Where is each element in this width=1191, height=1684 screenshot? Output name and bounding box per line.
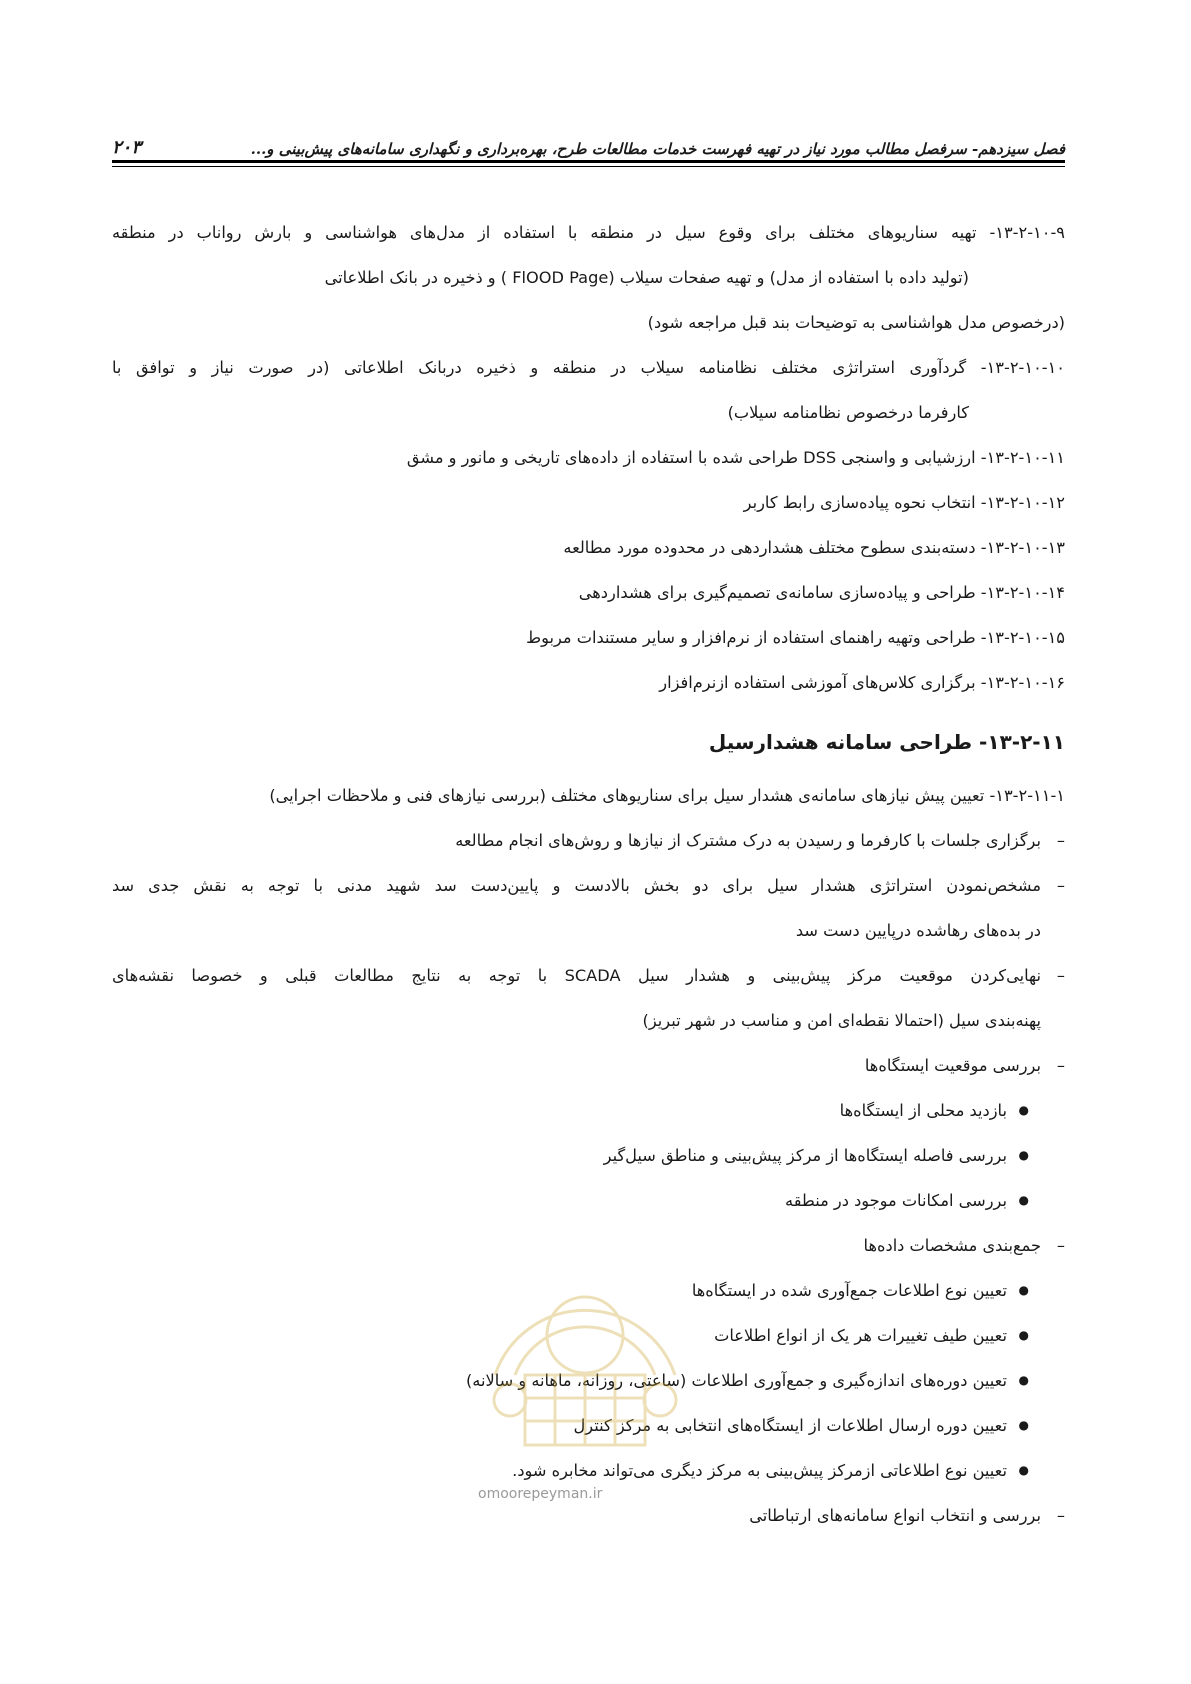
- bullet-text: تعیین نوع اطلاعات جمع‌آوری شده در ایستگاه‌ها: [691, 1281, 1007, 1300]
- item-13-2-10-15: ۱۳-۲-۱۰-۱۵- طراحی وتهیه راهنمای استفاده از نرم‌افزار و سایر مستندات مربوط: [526, 628, 1065, 647]
- dash-marker: –: [1056, 966, 1065, 985]
- watermark-site: omoorepeyman.ir: [478, 1486, 603, 1502]
- bullet-text: بازدید محلی از ایستگاه‌ها: [839, 1101, 1007, 1120]
- dash-marker: –: [1056, 831, 1065, 850]
- bullet-text: تعیین طیف تغییرات هر یک از انواع اطلاعات: [714, 1326, 1007, 1345]
- item-13-2-10-10-line2: کارفرما درخصوص نظامنامه سیلاب): [727, 403, 969, 422]
- dash-item-3: [112, 953, 1065, 998]
- item-13-2-10-9-line1: ۱۳-۲-۱۰-۹- تهیه سناریوهای مختلف برای وقوع سیل در منطقه با استفاده از مدل‌های هواشناسی و بارش رواناب در منطقه: [112, 223, 1065, 242]
- section-heading: ۱۳-۲-۱۱- طراحی سامانه هشدارسیل: [708, 730, 1065, 754]
- bullet-text: تعیین دوره ارسال اطلاعات از ایستگاه‌های انتخابی به مرکز کنترل: [573, 1416, 1007, 1435]
- item-13-2-10-10-line1: ۱۳-۲-۱۰-۱۰- گردآوری استراتژی مختلف نظامنامه سیلاب در منطقه و ذخیره دربانک اطلاعاتی (در صورت نیاز و توافق با: [112, 358, 1065, 377]
- dash-item-2-cont: در بده‌های رهاشده درپایین دست سد: [795, 921, 1041, 940]
- item-13-2-10-14: ۱۳-۲-۱۰-۱۴- طراحی و پیاده‌سازی سامانه‌ی تصمیم‌گیری برای هشداردهی: [578, 583, 1065, 602]
- dash-item-text: جمع‌بندی مشخصات داده‌ها: [863, 1236, 1041, 1255]
- watermark-seal-icon: [455, 1225, 715, 1460]
- dash-item-text: بررسی و انتخاب انواع سامانه‌های ارتباطاتی: [749, 1506, 1041, 1525]
- subsection-13-2-11-1: ۱۳-۲-۱۱-۱- تعیین پیش نیازهای سامانه‌ی هشدار سیل برای سناریوهای مختلف (بررسی نیازهای فنی و ملاحظات اجرایی): [269, 786, 1065, 805]
- bullet-icon: ●: [1018, 1463, 1029, 1477]
- dash-item-text: نهایی‌کردن موقعیت مرکز پیش‌بینی و هشدار سیل SCADA با توجه به نتایج مطالعات قبلی و خصوصا نقشه‌های: [112, 966, 1041, 985]
- dash-marker: –: [1056, 1236, 1065, 1255]
- bullet-icon: ●: [1018, 1283, 1029, 1297]
- bullet-a-3: [112, 1178, 1065, 1223]
- item-13-2-10-11: ۱۳-۲-۱۰-۱۱- ارزشیابی و واسنجی DSS طراحی شده با استفاده از داده‌های تاریخی و مانور و مشق: [406, 448, 1065, 467]
- bullet-a-1: [112, 1088, 1065, 1133]
- bullet-text: تعیین نوع اطلاعاتی ازمرکز پیش‌بینی به مرکز دیگری می‌تواند مخابره شود.: [512, 1461, 1007, 1480]
- item-13-2-10-13: ۱۳-۲-۱۰-۱۳- دسته‌بندی سطوح مختلف هشداردهی در محدوده مورد مطالعه: [563, 538, 1065, 557]
- bullet-icon: ●: [1018, 1103, 1029, 1117]
- header-title: فصل سیزدهم- سرفصل مطالب مورد نیاز در تهیه فهرست خدمات مطالعات طرح، بهره‌برداری و نگهداری سامانه‌های پیش‌بینی و...: [250, 140, 1065, 158]
- dash-item-2: [112, 863, 1065, 908]
- header-rule-thick: [112, 160, 1065, 163]
- dash-marker: –: [1056, 1056, 1065, 1075]
- dash-item-text: بررسی موقعیت ایستگاه‌ها: [864, 1056, 1041, 1075]
- bullet-icon: ●: [1018, 1328, 1029, 1342]
- dash-marker: –: [1056, 876, 1065, 895]
- bullet-icon: ●: [1018, 1373, 1029, 1387]
- dash-item-text: برگزاری جلسات با کارفرما و رسیدن به درک مشترک از نیازها و روش‌های انجام مطالعه: [455, 831, 1041, 850]
- page-number: ۲۰۳: [112, 137, 142, 158]
- dash-item-1: [112, 818, 1065, 863]
- bullet-text: تعیین دوره‌های اندازه‌گیری و جمع‌آوری اطلاعات (ساعتی، روزانه، ماهانه و سالانه): [465, 1371, 1007, 1390]
- bullet-icon: ●: [1018, 1193, 1029, 1207]
- dash-marker: –: [1056, 1506, 1065, 1525]
- bullet-icon: ●: [1018, 1148, 1029, 1162]
- item-13-2-10-16: ۱۳-۲-۱۰-۱۶- برگزاری کلاس‌های آموزشی استفاده ازنرم‌افزار: [659, 673, 1065, 692]
- bullet-a-2: [112, 1133, 1065, 1178]
- bullet-text: بررسی امکانات موجود در منطقه: [785, 1191, 1007, 1210]
- dash-item-4: [112, 1043, 1065, 1088]
- item-13-2-10-12: ۱۳-۲-۱۰-۱۲- انتخاب نحوه پیاده‌سازی رابط کاربر: [743, 493, 1065, 512]
- bullet-text: بررسی فاصله ایستگاه‌ها از مرکز پیش‌بینی و مناطق سیل‌گیر: [603, 1146, 1007, 1165]
- dash-item-3-cont: پهنه‌بندی سیل (احتمالا نقطه‌ای امن و مناسب در شهر تبریز): [642, 1011, 1041, 1030]
- page-header: [112, 122, 1065, 158]
- bullet-icon: ●: [1018, 1418, 1029, 1432]
- item-note-line: (درخصوص مدل هواشناسی به توضیحات بند قبل مراجعه شود): [647, 313, 1065, 332]
- dash-item-text: مشخص‌نمودن استراتژی هشدار سیل برای دو بخش بالادست و پایین‌دست سد شهید مدنی با توجه به نقش جدی سد: [112, 876, 1041, 895]
- header-rule-thin: [112, 166, 1065, 167]
- item-13-2-10-9-line2: (تولید داده با استفاده از مدل) و تهیه صفحات سیلاب (FlOOD Page ) و ذخیره در بانک اطلاعاتی: [324, 268, 969, 287]
